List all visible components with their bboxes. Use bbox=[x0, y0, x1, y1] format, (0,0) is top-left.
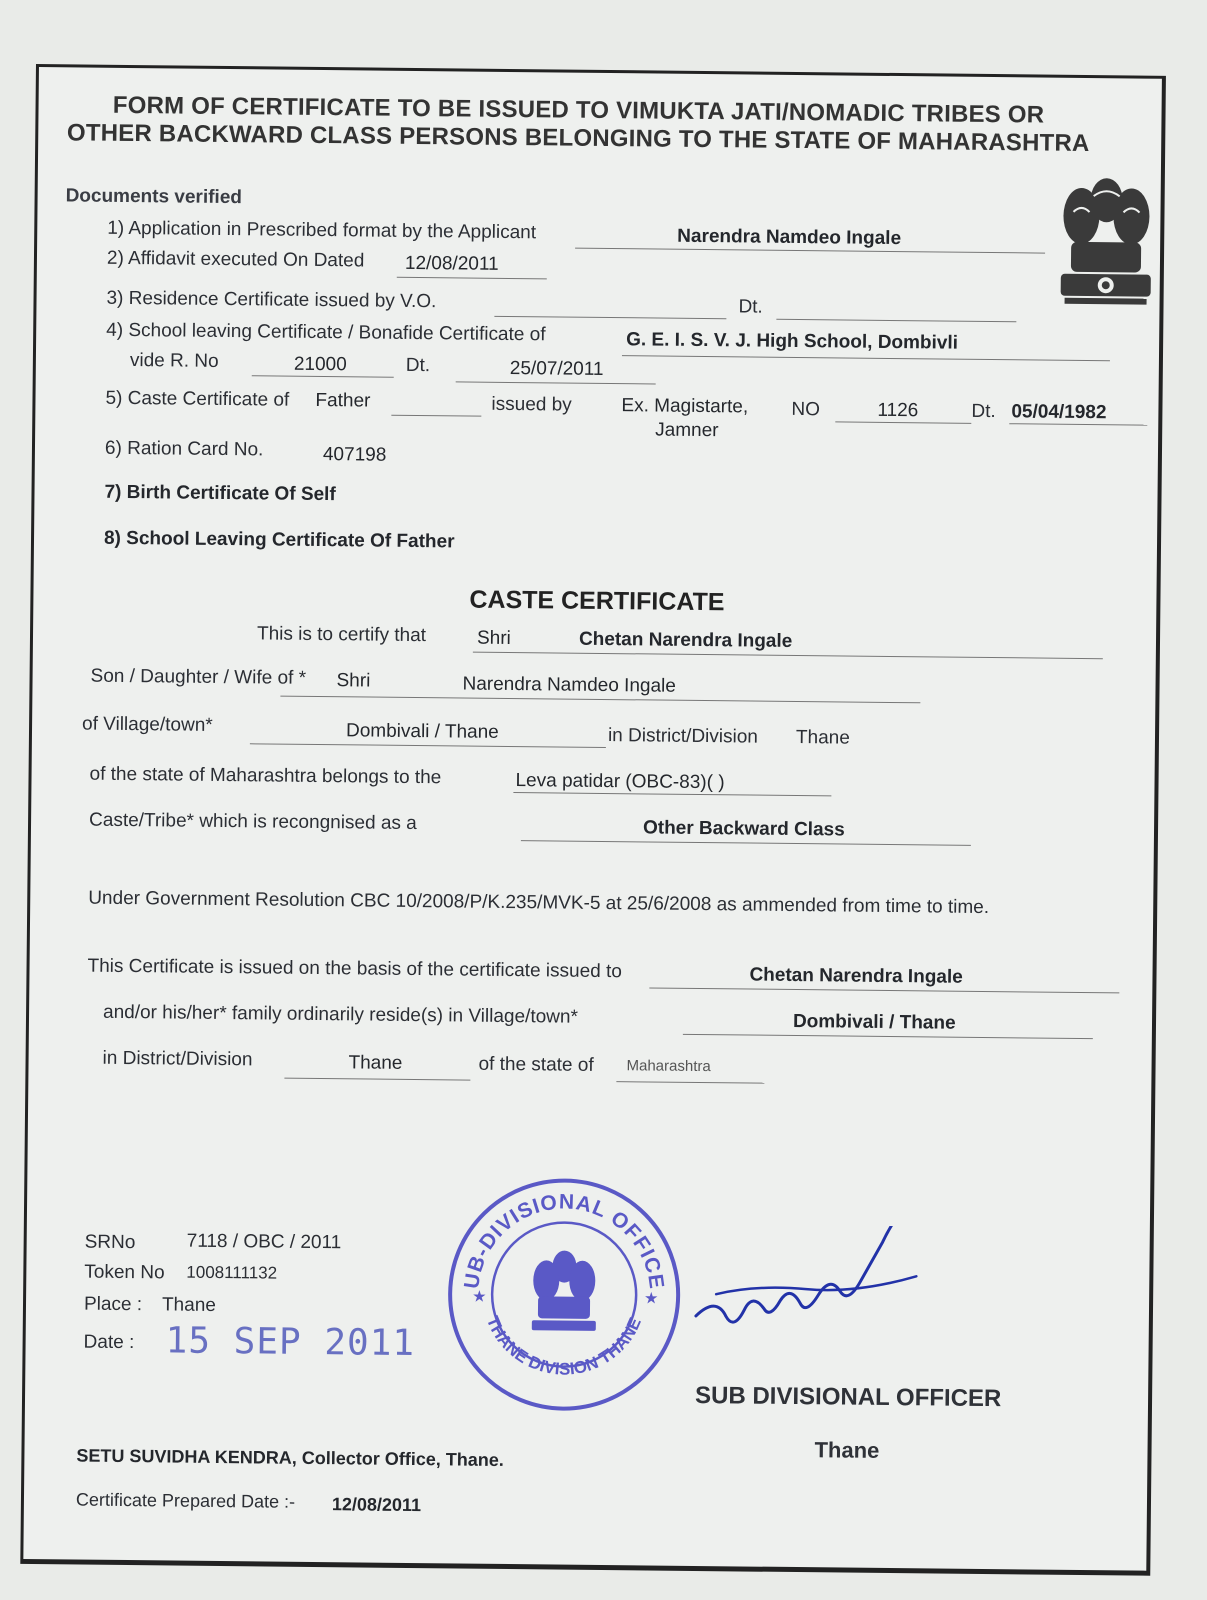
form-title-line1: FORM OF CERTIFICATE TO BE ISSUED TO VIMUKTA JATI/NOMADIC TRIBES OR bbox=[112, 91, 1045, 129]
seal-emblem-icon bbox=[532, 1250, 597, 1331]
round-seal bbox=[443, 1173, 686, 1416]
srno-value: 7118 / OBC / 2011 bbox=[186, 1230, 342, 1254]
caste-value: Leva patidar (OBC-83)( ) bbox=[515, 770, 725, 794]
doc-item5-issuer1: Ex. Magistarte, bbox=[621, 395, 749, 418]
doc-item6-value: 407198 bbox=[322, 444, 387, 466]
doc-item4-label: 4) School leaving Certificate / Bonafide Certificate of bbox=[106, 319, 546, 346]
reside-label: and/or his/her* family ordinarily reside(s) in Village/town* bbox=[102, 1001, 579, 1028]
village-value: Dombivali / Thane bbox=[345, 720, 499, 743]
doc-item4-dt-label: Dt. bbox=[405, 354, 431, 377]
state-label: of the state of Maharashtra belongs to the bbox=[89, 763, 442, 789]
doc-item5-issuer2: Jamner bbox=[655, 419, 719, 442]
ofstate-value: Maharashtra bbox=[626, 1057, 711, 1076]
doc-item5-dt: 05/04/1982 bbox=[1011, 401, 1107, 424]
doc-item2-value: 12/08/2011 bbox=[404, 252, 499, 275]
documents-heading: Documents verified bbox=[65, 185, 243, 209]
certificate-sheet bbox=[20, 64, 1166, 1576]
basis-label: This Certificate is issued on the basis of the certificate issued to bbox=[87, 955, 623, 983]
national-emblem-icon bbox=[1052, 166, 1160, 327]
doc-item3-dt: Dt. bbox=[738, 296, 763, 318]
doc-item2-label: 2) Affidavit executed On Dated bbox=[106, 247, 365, 272]
srno-label: SRNo bbox=[84, 1231, 136, 1254]
village-label: of Village/town* bbox=[81, 713, 213, 736]
doc-item4-value: G. E. I. S. V. J. High School, Dombivli bbox=[626, 329, 959, 354]
doc-item1-value: Narendra Namdeo Ingale bbox=[677, 225, 902, 250]
doc-item5-no: 1126 bbox=[877, 399, 919, 422]
doc-item5-issued: issued by bbox=[491, 393, 572, 416]
resolution-text: Under Government Resolution CBC 10/2008/P/K.235/MVK-5 at 25/6/2008 as ammended from time to time. bbox=[88, 887, 990, 919]
doc-item1-label: 1) Application in Prescribed format by the Applicant bbox=[107, 217, 537, 244]
doc-item8-label: 8) School Leaving Certificate Of Father bbox=[103, 527, 455, 553]
district-label: in District/Division bbox=[607, 725, 759, 748]
division-value: Thane bbox=[348, 1052, 403, 1074]
doc-item3-label: 3) Residence Certificate issued by V.O. bbox=[106, 287, 437, 313]
doc-item5-no-label: NO bbox=[791, 398, 821, 421]
token-label: Token No bbox=[84, 1261, 165, 1284]
reside-value: Dombivali / Thane bbox=[792, 1010, 956, 1034]
doc-item4-dt: 25/07/2011 bbox=[509, 357, 604, 380]
certify-label: This is to certify that bbox=[256, 623, 427, 647]
caste-certificate-heading: CASTE CERTIFICATE bbox=[469, 585, 725, 617]
division-label: in District/Division bbox=[102, 1047, 253, 1071]
officer-title: SUB DIVISIONAL OFFICER bbox=[694, 1381, 1002, 1413]
svg-text:★: ★ bbox=[644, 1288, 659, 1308]
doc-item5-dt-label: Dt. bbox=[971, 400, 996, 423]
officer-signature bbox=[686, 1224, 967, 1347]
date-label: Date : bbox=[83, 1331, 135, 1354]
date-stamp: 15 SEP 2011 bbox=[165, 1320, 416, 1365]
class-value: Other Backward Class bbox=[642, 817, 845, 841]
prepared-date: 12/08/2011 bbox=[331, 1494, 422, 1516]
seal-top-text: SUB-DIVISIONAL OFFICER bbox=[460, 1190, 669, 1291]
son-of-title: Shri bbox=[336, 670, 371, 692]
district-value: Thane bbox=[795, 726, 850, 749]
ofstate-label: of the state of bbox=[478, 1053, 594, 1076]
doc-item4-rno: 21000 bbox=[293, 353, 347, 376]
son-of-label: Son / Daughter / Wife of * bbox=[90, 665, 307, 689]
doc-item4-rno-label: vide R. No bbox=[129, 350, 219, 372]
certify-title: Shri bbox=[476, 627, 511, 650]
son-of-name: Narendra Namdeo Ingale bbox=[462, 673, 676, 697]
place-value: Thane bbox=[161, 1294, 216, 1316]
form-title-line2: OTHER BACKWARD CLASS PERSONS BELONGING TO THE STATE OF MAHARASHTRA bbox=[66, 119, 1090, 158]
doc-item5-relation: Father bbox=[315, 389, 371, 412]
doc-item7-label: 7) Birth Certificate Of Self bbox=[104, 481, 336, 506]
svg-text:★: ★ bbox=[472, 1286, 487, 1306]
kendra-text: SETU SUVIDHA KENDRA, Collector Office, Thane. bbox=[76, 1445, 504, 1470]
prepared-label: Certificate Prepared Date :- bbox=[75, 1489, 296, 1512]
place-label: Place : bbox=[83, 1293, 143, 1316]
officer-place: Thane bbox=[814, 1437, 880, 1463]
basis-name: Chetan Narendra Ingale bbox=[749, 964, 963, 988]
doc-item5-label: 5) Caste Certificate of bbox=[105, 387, 290, 411]
recognised-label: Caste/Tribe* which is recongnised as a bbox=[88, 809, 417, 835]
seal-bottom-text: THANE DIVISION THANE bbox=[482, 1313, 645, 1379]
doc-item6-label: 6) Ration Card No. bbox=[104, 437, 264, 461]
token-value: 1008111132 bbox=[186, 1262, 278, 1283]
certify-name: Chetan Narendra Ingale bbox=[578, 628, 793, 652]
